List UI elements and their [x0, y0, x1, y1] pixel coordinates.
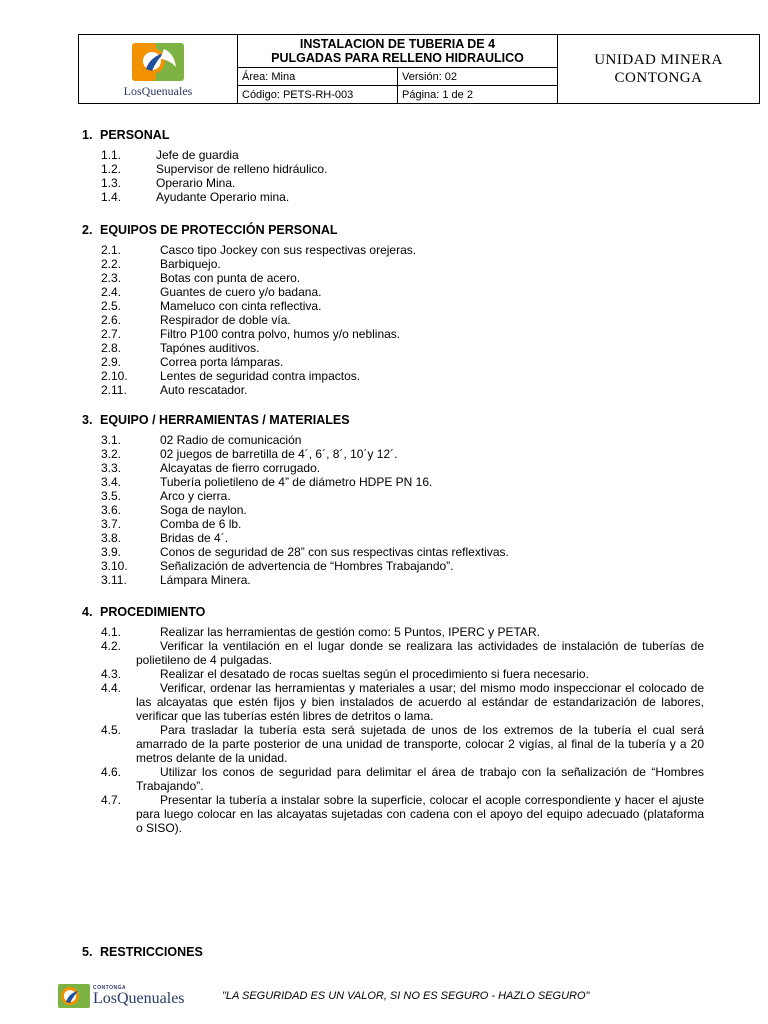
section-restricciones: [82, 945, 704, 959]
title-line-1: INSTALACION DE TUBERIA DE 4: [299, 37, 496, 51]
list-item: 2.9. Correa porta lámparas.: [101, 355, 284, 369]
losquenuales-footer-logo-icon: [57, 982, 91, 1010]
procedure-item: 4.4. Verificar, ordenar las herramientas y materiales a usar; del mismo modo inspeccionar el colocado de las alcayatas que estén fijos y bien instalados de acuerdo al estándar de estandarización de labores, verificar que las tuberías estén libres de detritos o lama.: [101, 681, 704, 723]
unidad-minera: [558, 35, 760, 104]
list-item: 2.4. Guantes de cuero y/o badana.: [101, 285, 322, 299]
list-item: 3.10. Señalización de advertencia de “Hombres Trabajando”.: [101, 559, 454, 573]
section-title: 5. RESTRICCIONES: [82, 945, 203, 959]
footer-slogan: "LA SEGURIDAD ES UN VALOR, SI NO ES SEGURO - HAZLO SEGURO": [222, 990, 590, 1002]
procedure-item: 4.2. Verificar la ventilación en el lugar donde se realizara las actividades de instalación de tuberías de polietileno de 4 pulgadas.: [101, 639, 704, 667]
footer-brand: [93, 985, 185, 1007]
list-item: 3.2. 02 juegos de barretilla de 4´, 6´, 8´, 10´y 12´.: [101, 447, 398, 461]
list-item: 3.7. Comba de 6 lb.: [101, 517, 242, 531]
unidad-line-2: CONTONGA: [614, 70, 703, 86]
version-field: Versión: 02: [398, 68, 558, 86]
section-title: 4. PROCEDIMIENTO: [82, 605, 206, 619]
list-item: 3.1. 02 Radio de comunicación: [101, 433, 302, 447]
list-item: 3.6. Soga de naylon.: [101, 503, 247, 517]
document-body: [82, 128, 704, 965]
logo-text: LosQuenuales: [123, 84, 193, 98]
procedure-item: 4.1. Realizar las herramientas de gestión como: 5 Puntos, IPERC y PETAR.: [101, 625, 540, 639]
unidad-line-1: UNIDAD MINERA: [594, 52, 723, 68]
list-item: 3.4. Tubería polietileno de 4” de diámetro HDPE PN 16.: [101, 475, 433, 489]
list-item: 2.8. Tapónes auditivos.: [101, 341, 260, 355]
section-procedimiento: [82, 605, 704, 945]
section-epp: [82, 223, 704, 413]
losquenuales-logo-icon: [130, 39, 186, 83]
list-item: 2.7. Filtro P100 contra polvo, humos y/o neblinas.: [101, 327, 401, 341]
list-item: 2.5. Mameluco con cinta reflectiva.: [101, 299, 322, 313]
procedure-item: 4.3. Realizar el desatado de rocas sueltas según el procedimiento si fuera necesario.: [101, 667, 589, 681]
list-item: 1.2. Supervisor de relleno hidráulico.: [101, 162, 328, 176]
header-logo-cell: [79, 35, 238, 104]
area-field: Área: Mina: [238, 68, 398, 86]
list-item: 3.11. Lámpara Minera.: [101, 573, 251, 587]
list-item: 2.11. Auto rescatador.: [101, 383, 248, 397]
footer-brand-small: CONTONGA: [93, 985, 127, 991]
procedure-item: 4.6. Utilizar los conos de seguridad para delimitar el área de trabajo con la señalización de “Hombres Trabajando”.: [101, 765, 704, 793]
list-item: 1.4. Ayudante Operario mina.: [101, 190, 290, 204]
document-header: [78, 34, 760, 104]
procedure-item: 4.5. Para trasladar la tubería esta será sujetada de unos de los extremos de la tubería el cual será amarrado de la parte posterior de una unidad de transporte, colocar 2 vigías, al final de la tubería y a 20 metros delante de la unidad.: [101, 723, 704, 765]
list-item: 2.6. Respirador de doble vía.: [101, 313, 291, 327]
document-title: [238, 35, 558, 68]
section-title: 2. EQUIPOS DE PROTECCIÓN PERSONAL: [82, 223, 338, 237]
list-item: 1.3. Operario Mina.: [101, 176, 236, 190]
footer-logo: [57, 982, 185, 1010]
list-item: 2.1. Casco tipo Jockey con sus respectivas orejeras.: [101, 243, 417, 257]
title-line-2: PULGADAS PARA RELLENO HIDRAULICO: [271, 51, 524, 65]
list-item: 2.10. Lentes de seguridad contra impactos.: [101, 369, 361, 383]
list-item: 2.2. Barbiquejo.: [101, 257, 221, 271]
list-item: 2.3. Botas con punta de acero.: [101, 271, 301, 285]
footer-brand-big: LosQuenuales: [93, 990, 185, 1007]
list-item: 3.8. Bridas de 4´.: [101, 531, 229, 545]
procedure-item: 4.7. Presentar la tubería a instalar sobre la superficie, colocar el acople correspondiente y hacer el ajuste para luego colocar en las alcayatas sujetadas con cadena con el apoyo del equipo adecuado (plataforma o SISO).: [101, 793, 704, 835]
section-title: 1. PERSONAL: [82, 128, 170, 142]
codigo-field: Código: PETS-RH-003: [238, 86, 398, 104]
section-equipo: [82, 413, 704, 605]
pagina-field: Página: 1 de 2: [398, 86, 558, 104]
list-item: 3.3. Alcayatas de fierro corrugado.: [101, 461, 321, 475]
section-title: 3. EQUIPO / HERRAMIENTAS / MATERIALES: [82, 413, 350, 427]
list-item: 1.1. Jefe de guardia: [101, 148, 239, 162]
list-item: 3.9. Conos de seguridad de 28” con sus respectivas cintas reflextivas.: [101, 545, 509, 559]
list-item: 3.5. Arco y cierra.: [101, 489, 231, 503]
section-personal: [82, 128, 704, 223]
